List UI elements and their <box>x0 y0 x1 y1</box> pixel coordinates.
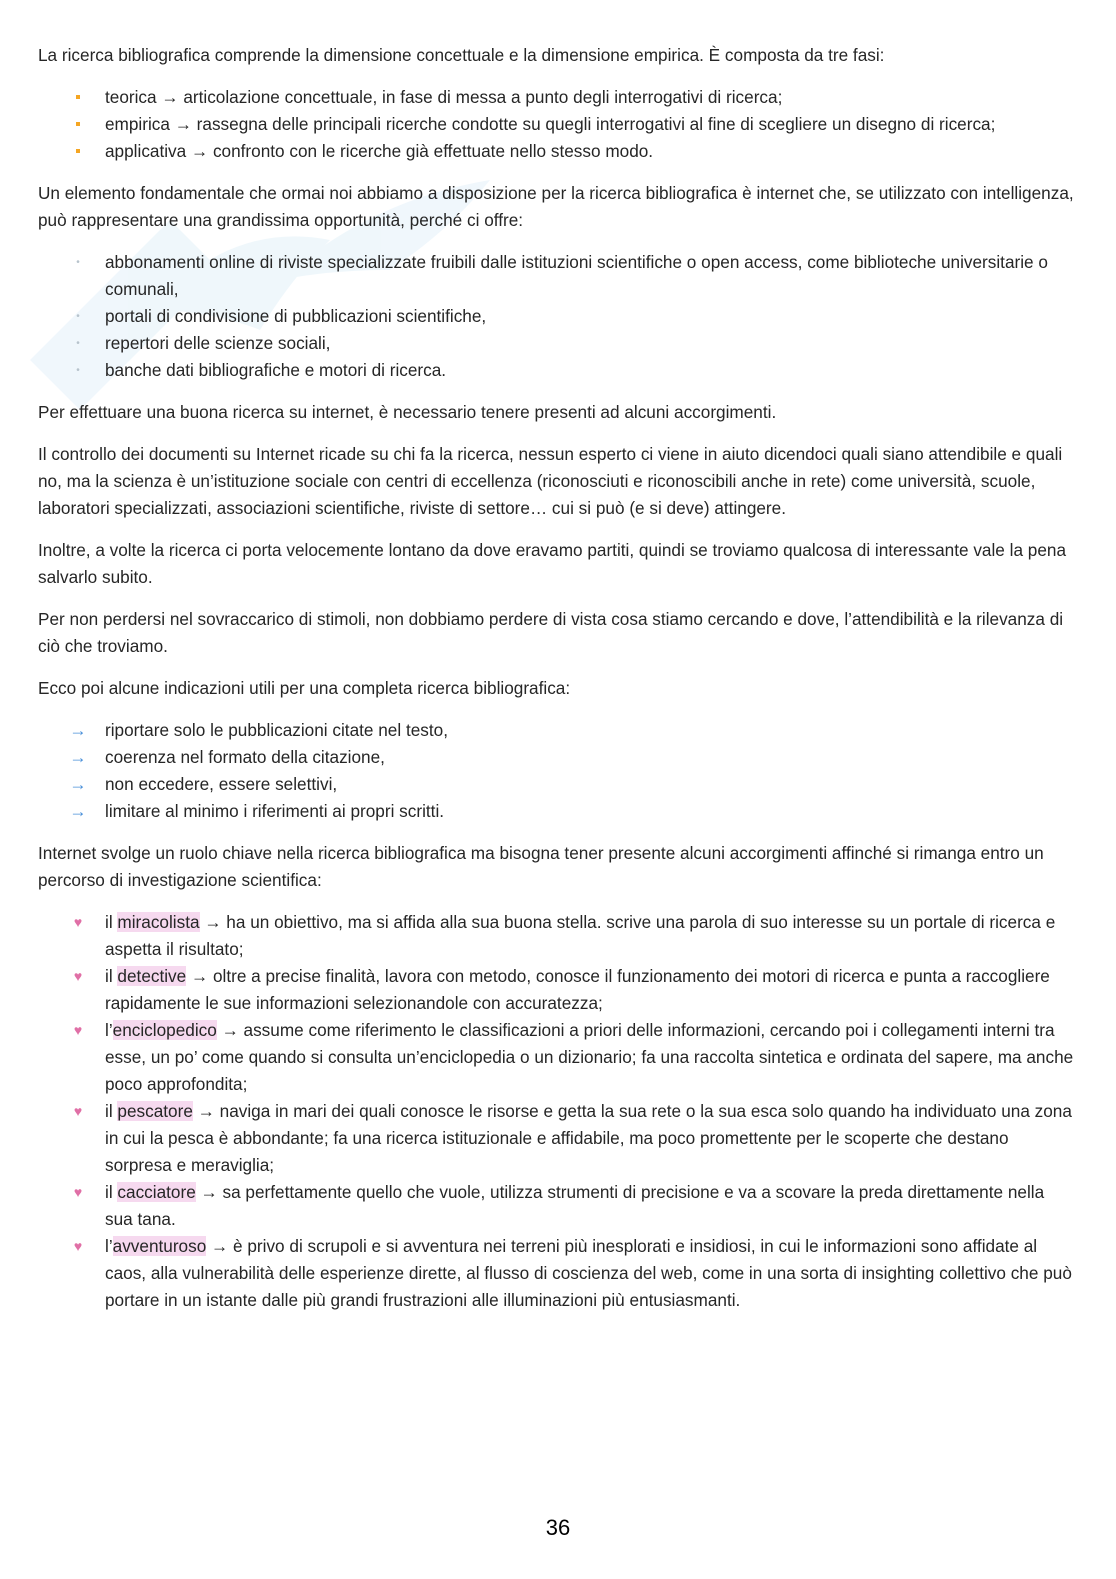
dot-bullet-icon: • <box>76 311 80 322</box>
list-item: empirica → rassegna delle principali ricerche condotte su quegli interrogativi al fine di scegliere un disegno di ricerca; <box>38 111 1074 138</box>
paragraph-ruolo: Internet svolge un ruolo chiave nella ricerca bibliografica ma bisogna tener presente alcuni accorgimenti affinché si rimanga entro un percorso di investigazione scientifica: <box>38 843 1044 890</box>
regole-list <box>38 717 1074 825</box>
list-item: → limitare al minimo i riferimenti ai propri scritti. <box>38 798 1074 825</box>
heart-icon: ♥ <box>73 914 83 930</box>
arrow-right-icon: → <box>69 747 87 767</box>
paragraph-inoltre: Inoltre, a volte la ricerca ci porta velocemente lontano da dove eravamo partiti, quindi se troviamo qualcosa di interessante vale la pena salvarlo subito. <box>38 540 1067 587</box>
list-item: ♥ il detective → oltre a precise finalità, lavora con metodo, conosce il funzionamento dei motori di ricerca e punta a raccogliere rapidamente le sue informazioni selezionandole con accuratezza; <box>38 963 1074 1017</box>
profili-list <box>38 909 1074 1314</box>
arrow-right-icon: → <box>69 774 87 794</box>
page-number: 36 <box>545 1515 571 1540</box>
list-item: → riportare solo le pubblicazioni citate nel testo, <box>38 717 1074 744</box>
list-item: → non eccedere, essere selettivi, <box>38 771 1074 798</box>
highlighted-term: detective <box>117 966 187 986</box>
list-item: ♥ il pescatore → naviga in mari dei quali conosce le risorse e getta la sua rete o la sua esca solo quando ha individuato una zona in cui la pesca è abbondante; fa una ricerca istituzionale e affidabile, ma poco promettente per le scoperte che destano sorpresa e meraviglia; <box>38 1098 1074 1179</box>
dot-bullet-icon: • <box>76 338 80 349</box>
highlighted-term: pescatore <box>117 1101 193 1121</box>
paragraph-indicazioni: Ecco poi alcune indicazioni utili per una completa ricerca bibliografica: <box>38 678 571 698</box>
paragraph-perdersi: Per non perdersi nel sovraccarico di stimoli, non dobbiamo perdere di vista cosa stiamo cercando e dove, l’attendibilità e la rilevanza di ciò che troviamo. <box>38 609 1064 656</box>
highlighted-term: miracolista <box>117 912 200 932</box>
paragraph-intro: La ricerca bibliografica comprende la dimensione concettuale e la dimensione empirica. È composta da tre fasi: <box>38 45 885 65</box>
arrow-right-icon: → <box>69 801 87 821</box>
highlighted-term: avventuroso <box>112 1236 207 1256</box>
heart-icon: ♥ <box>73 1103 83 1119</box>
highlighted-term: cacciatore <box>117 1182 196 1202</box>
square-bullet-icon <box>68 111 88 138</box>
paragraph-internet: Un elemento fondamentale che ormai noi abbiamo a disposizione per la ricerca bibliografica è internet che, se utilizzato con intelligenza, può rappresentare una grandissima opportunità, perché ci offre: <box>38 183 1074 230</box>
list-item: teorica → articolazione concettuale, in fase di messa a punto degli interrogativi di ricerca; <box>38 84 1074 111</box>
list-item: ♥ l’enciclopedico → assume come riferimento le classificazioni a priori delle informazioni, cercando poi i collegamenti interni tra esse, un po’ come quando si consulta un’enciclopedia o un dizionario; fa una raccolta sintetica e ordinata del sapere, ma anche poco approfondita; <box>38 1017 1074 1098</box>
heart-icon: ♥ <box>73 1184 83 1200</box>
list-item: • banche dati bibliografiche e motori di ricerca. <box>38 357 1074 384</box>
offerte-list <box>38 249 1074 384</box>
paragraph-accorgimenti: Per effettuare una buona ricerca su internet, è necessario tenere presenti ad alcuni accorgimenti. <box>38 402 777 422</box>
list-item: ♥ l’avventuroso → è privo di scrupoli e si avventura nei terreni più inesplorati e insidiosi, in cui le informazioni sono affidate al caos, alla vulnerabilità delle esperienze dirette, al flusso di coscienza del web, come in una sorta di insighting collettivo che può portare in un istante dalle più grandi frustrazioni alle illuminazioni più entusiasmanti. <box>38 1233 1074 1314</box>
list-item: applicativa → confronto con le ricerche già effettuate nello stesso modo. <box>38 138 1074 165</box>
list-item: • repertori delle scienze sociali, <box>38 330 1074 357</box>
list-item: ♥ il cacciatore → sa perfettamente quello che vuole, utilizza strumenti di precisione e va a scovare la preda direttamente nella sua tana. <box>38 1179 1074 1233</box>
list-item: • portali di condivisione di pubblicazioni scientifiche, <box>38 303 1074 330</box>
heart-icon: ♥ <box>73 968 83 984</box>
arrow-right-icon: → <box>69 720 87 740</box>
highlighted-term: enciclopedico <box>112 1020 217 1040</box>
heart-icon: ♥ <box>73 1238 83 1254</box>
document-page <box>38 42 1074 1329</box>
list-item: ♥ il miracolista → ha un obiettivo, ma si affida alla sua buona stella. scrive una parola di suo interesse su un portale di ricerca e aspetta il risultato; <box>38 909 1074 963</box>
dot-bullet-icon: • <box>76 257 80 268</box>
paragraph-controllo: Il controllo dei documenti su Internet ricade su chi fa la ricerca, nessun esperto ci viene in aiuto dicendoci quali siano attendibile e quali no, ma la scienza è un’istituzione sociale con centri di eccellenza (riconosciuti e riconoscibili anche in rete) come università, scuole, laboratori specializzati, associazioni scientifiche, riviste di settore… cui si può (e si deve) attingere. <box>38 444 1063 518</box>
square-bullet-icon <box>68 138 88 165</box>
square-bullet-icon <box>68 84 88 111</box>
fasi-list <box>38 84 1074 165</box>
list-item: → coerenza nel formato della citazione, <box>38 744 1074 771</box>
heart-icon: ♥ <box>73 1022 83 1038</box>
list-item: • abbonamenti online di riviste specializzate fruibili dalle istituzioni scientifiche o open access, come biblioteche universitarie o comunali, <box>38 249 1074 303</box>
dot-bullet-icon: • <box>76 365 80 376</box>
